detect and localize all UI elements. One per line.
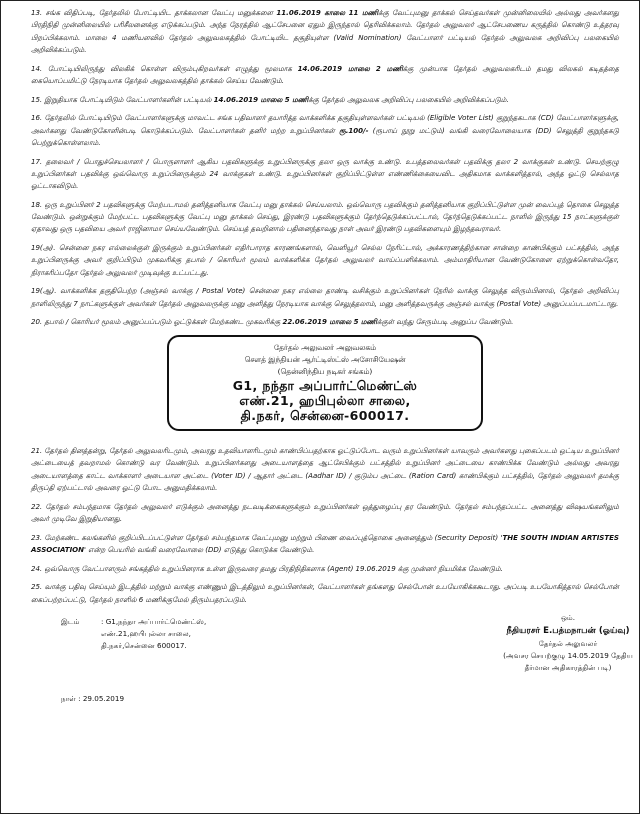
paragraph-18: 18. ஒரு உறுப்பினர் 2 பதவிகளுக்கு மேற்படாமல் தனித்தனியாக வேட்பு மனு தாக்கல் செய்யலாம். ஒவ்வொரு பதவிக்கும் தனித்தனியாக குறிப்பிட்டுள்ள முன் வைப்புத் தொகை செலுத்த வேண்டும். ஒன்றுக்கும் மேற்பட்ட பதவிகளுக்கு வேட்பு மனு தாக்கல் செய்து, இரண்டு பதவிகளுக்கும் தேர்ந்தெடுக்கப்பட்டால், தேர்ந்தெடுக்கப்பட்ட நாளில் இருந்து 15 நாட்களுக்குள் ஏதாவது ஒரு பதவியை அவர் ராஜினாமா செய்யவேண்டும். செய்யத் தவறினால் பதினைந்தாவது நாள் அவர் இரண்டு பதவிகளையும் இழந்தவராவர்.	[31, 199, 619, 234]
signatory-name: நீதியரசர் E.பத்மநாபன் (ஓய்வு)	[506, 626, 630, 637]
place-label: இடம்	[61, 617, 80, 627]
signature-block	[483, 612, 640, 674]
paragraph-22: 22. தேர்தல் சம்பந்தமாக தேர்தல் அலுவலர் எடுக்கும் அனைத்து நடவடிக்கைகளுக்கும் உறுப்பினர்கள் ஒத்துழைப்பு தர வேண்டும். தேர்தல் சம்பந்தப்பட்ட அனைத்து விஷயங்களிலும் அவர் முடிவே இறுதியானது.	[31, 501, 619, 523]
paragraph-20: 20. தபால் / கொரியர் மூலம் அனுப்பப்படும் ஓட்டுக்கள் மேற்கண்ட முகவரிக்கு 22.06.2019 மாலை 5 மணிக்குள் வந்து சேரும்படி அனுப்ப வேண்டும்.	[31, 317, 514, 327]
paragraphs-top	[31, 7, 619, 329]
address-building: G1, நந்தா அப்பார்ட்மெண்ட்ஸ்	[232, 378, 418, 394]
place-line3: தி.நகர்,சென்னை 600017.	[101, 641, 187, 651]
footer-place	[61, 616, 206, 652]
paragraph-13: 13. சங்க விதிப்படி, தேர்தலில் போட்டியிட தாக்கலான வேட்பு மனுக்களை 11.06.2019 காலை 11 மணிக்கு வேட்புமனு தாக்கல் செய்தவர்கள் முன்னிலையில் அல்லது அவர்களது பிரதிநிதி முன்னிலையில் பரிசீலனைக்கு எடுக்கப்படும். அந்த நேரத்தில் ஆட்சேபனை ஏதும் இருந்தால் தெரிவிக்கலாம். தேர்தல் அலுவலர் ஆட்சேபணைய கருத்தில் கொண்டு உத்தரவு பிறப்பிக்கலாம். மாலை 4 மணியளவில் தேர்தல் அலுவலகத்தில் போட்டியிட தகுதியுள்ள (Valid Nomination) வேட்பாளர் பட்டியல் தேர்தல் அலுவலக அறிவிப்பு பலகையில் அறிவிக்கப்படும்.	[31, 8, 620, 54]
date-value: : 29.05.2019	[78, 694, 125, 704]
address-office: தேர்தல் அலுவலர் அலுவலகம்	[273, 343, 377, 353]
date-label: நாள்	[61, 694, 76, 704]
signatory-title: தேர்தல் அலுவலர்	[538, 639, 598, 649]
signatory-note-1: (அவசர செயற்குழு 14.05.2019 தேதிய	[503, 651, 633, 661]
place-line1: : G1,நந்தா அப்பார்ட்மெண்ட்ஸ்,	[101, 617, 207, 627]
address-box	[167, 335, 483, 431]
address-city: தி.நகர், சென்னை-600017.	[240, 408, 410, 424]
paragraphs-bottom	[31, 445, 619, 606]
paragraph-24: 24. ஒவ்வொரு வேட்பாளரும் சங்கத்தில் உறுப்பினராக உள்ள இருவரை தமது பிரதிநிதிகளாக (Agent) 19.06.2019 க்கு முன்னர் நியமிக்க வேண்டும்.	[31, 563, 503, 573]
paragraph-19b: 19(ஆ). வாக்களிக்க தகுதிபெற்ற (அஞ்சல் வாக்கு / Postal Vote) சென்னை நகர எல்லை தாண்டி வசிக்கும் உறுப்பினர்கள் நேரில் வாக்கு செலுத்த விரும்பினால், தேர்தல் அறிவிப்பு நாளிலிருந்து 7 நாட்களுக்குள் அவர்கள் தேர்தல் அலுவலருக்கு மனு அளித்து நேரடியாக வாக்கு செலுத்தலாம், மனு அளித்தவருக்கு அஞ்சல் வாக்கு (Postal Vote) அனுப்பப்படமாட்டாது.	[31, 286, 619, 308]
address-association-tamil: (தென்னிந்திய நடிகர் சங்கம்)	[277, 367, 373, 377]
signature-mark: ஒம்.	[560, 613, 576, 623]
address-street: எண்.21, ஹபிபுல்லா சாலை,	[239, 393, 411, 409]
paragraph-21: 21. தேர்தல் தினத்தன்று, தேர்தல் அலுவலரிடமும், அவரது உதவியாளரிடமும் காண்பிப்பதற்காக ஓட்டுப்போட வரும் உறுப்பினர்கள் யாவரும் அவர்களது புகைப்படம் ஒட்டிய உறுப்பினர் அட்டையைத் தவறாமல் கொண்டு வர வேண்டும். உறுப்பினர்களது அடையாளத்தை ஆட்சேபிக்கும் பட்சத்தில் உறுப்பினர் அட்டையை காண்பிக்க வேண்டும் அல்லது அவரது அடையாளத்தை காட்ட வாக்காளர் அடையாள அட்டை (Voter ID) / ஆதார் அட்டை (Aadhar ID) / குடும்ப அட்டை (Ration Card) காண்பிக்கும் பட்சத்தில், தேர்தல் அலுவலர் தமக்கு திருப்தி ஏற்பட்டால் அவரை ஓட்டு போட அனுமதிக்கலாம்.	[31, 446, 619, 492]
paragraph-25: 25. வாக்கு பதிவு செய்யும் இடத்தில் மற்றும் வாக்கு எண்ணும் இடத்திலும் உறுப்பினர்கள், வேட்பாளர்கள் தங்களது செல்போன் உபயோகிக்ககூடாது. அப்படி உபயோகித்தால் செல்போன் கைப்பற்றப்பட்டு, தேர்தல் நாளில் 6 மணிக்குமேல் திரும்பதரப்படும்.	[31, 582, 619, 604]
paragraph-17: 17. தலைவர் / பொதுச்செயலாளர் / பொருளாளர் ஆகிய பதவிகளுக்கு உறுப்பினருக்கு தலா ஒரு வாக்கு உண்டு. உபத்தலைவர்கள் பதவிக்கு தலா 2 வாக்குகள் உண்டு. செயற்குழு உறுப்பினர்கள் பதவிக்கு ஒவ்வொரு உறுப்பினருக்கும் 24 வாக்குகள் உண்டு. உறுப்பினர்கள் குறிப்பிட்டுள்ள எண்ணிக்கையைவிட அதிகமாக வாக்களித்தால், அந்த ஓட்டு செல்லாத ஓட்டாகவிடும்.	[31, 156, 619, 191]
paragraph-23: 23. மேற்கண்ட கலங்களில் குறிப்பிடப்பட்டுள்ள தேர்தல் சம்பந்தமாக வேட்புமனு மற்றும் பிணை வைப்புத்தொகை அனைத்தும் (Security Deposit) 'THE SOUTH INDIAN ARTISTES ASSOCIATION' என்ற பெயரில் வங்கி வரைவோலை (DD) எடுத்து கொடுக்க வேண்டும்.	[31, 532, 619, 554]
paragraph-16: 16. தேர்தலில் போட்டியிடும் வேட்பாளர்களுக்கு மாவட்ட சங்க பதிவாளர் தயாரித்த வாக்களிக்க தகுதியுள்ளவர்கள் பட்டியல் (Eligible Voter List) குறுந்தகடாக (CD) வேட்பாளர்களுக்கு, அவர்களது வேண்டுகோளின்படி கொடுக்கப்படும். வேட்பாளர்கள் தனிர் மற்ற உறுப்பினர்கள் ரூ.100/- (ரூபாய் நூறு மட்டும்) வங்கி வரைவோலையாக (DD) செலுத்தி குறுந்தகடு பெற்றுக்கொள்ளலாம்.	[31, 113, 619, 147]
paragraph-19a: 19(அ). சென்னை நகர எல்லைக்குள் இருக்கும் உறுப்பினர்கள் எதிர்பாராத காரணங்களால், வெளியூர் செல்ல நேரிட்டால், அக்காரணத்திற்கான சான்றை காண்பிக்கும் பட்சத்தில், அந்த உறுப்பினருக்கு அவர் குறிப்பிடும் முகவரிக்கு தபால் / கொரியர் மூலம் வாக்களிக்க தேர்தல் அலுவலர் வாய்ப்பளிக்கலாம். அம்மாதிரியான வேண்டுகோளை ஏற்றுக்கொள்வதோ, நிராகரிப்பதோ தேர்தல் அலுவலர் முடிவுக்கு உட்பட்டது.	[31, 243, 619, 277]
signatory-note-2: தீர்மான அதிகாரத்தின் படி)	[524, 663, 612, 673]
paragraph-14: 14. போட்டியிலிருந்து விலகிக் கொள்ள விரும்புகிறவர்கள் எழுத்து மூலமாக 14.06.2019 மாலை 2 மணிக்கு முன்பாக தேர்தல் அலுவலகரிடம் தமது விலகல் கடிதத்தை கையொப்பமிட்டு நேரடியாக தேர்தல் அலுவலகத்தில் தாக்கல் செய்ய வேண்டும்.	[31, 63, 619, 85]
place-line2: எண்.21,ஹபிபுல்லா சாலை,	[101, 629, 191, 639]
footer-date	[61, 694, 124, 704]
address-association: சௌத் இந்தியன் ஆர்ட்டிஸ்ட்ஸ் அசோசியேஷன்	[244, 355, 406, 365]
paragraph-15: 15. இறுதியாக போட்டியிடும் வேட்பாளர்களின் பட்டியல் 14.06.2019 மாலை 5 மணிக்கு தேர்தல் அலுவலக அறிவிப்பு பலகையில் அறிவிக்கப்படும்.	[31, 94, 509, 104]
footer	[31, 612, 633, 732]
